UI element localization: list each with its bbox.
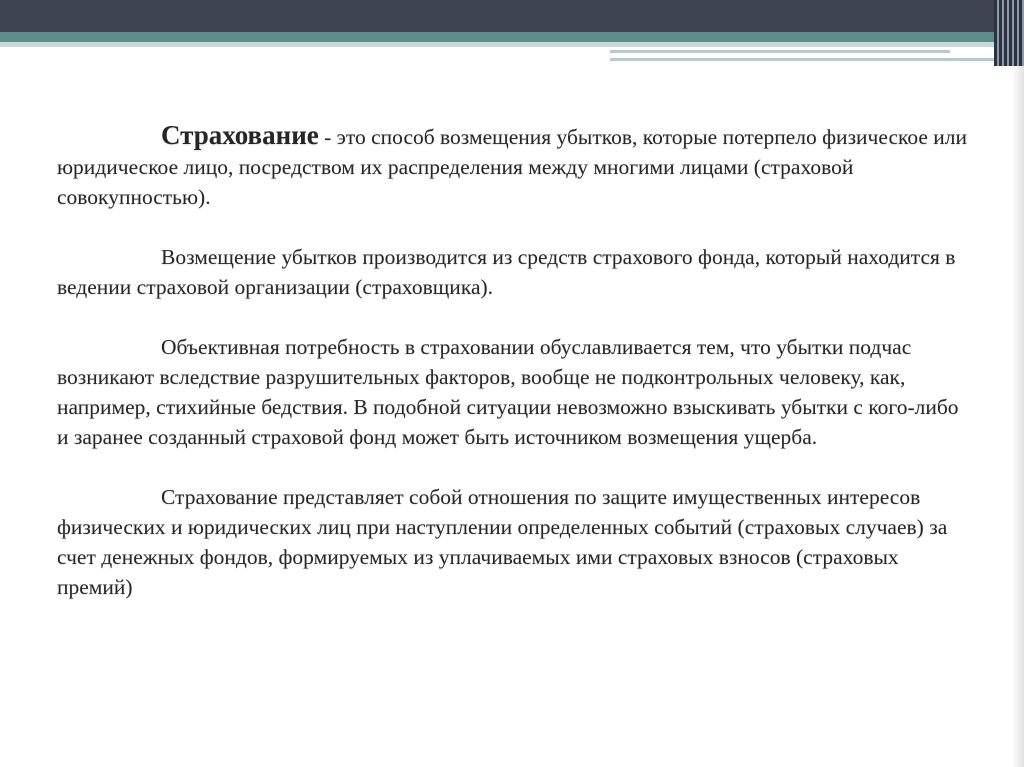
header-accent-band <box>0 32 1024 42</box>
header-stripes <box>994 0 1024 66</box>
header-light-band <box>0 42 1024 47</box>
header-line <box>610 58 1010 61</box>
paragraph-relations: Страхование представляет собой отношения по защите имущественных интересов физических и юридических лиц при наступлении определенных событий (страховых случаев) за счет денежных фондов, формируемых из уплачиваемых ими страховых взносов (страховых премий) <box>57 485 948 599</box>
paragraph-definition <box>57 120 972 212</box>
slide-body <box>57 120 972 602</box>
definition-text: - это способ возмещения убытков, которые потерпело физическое или юридическое лицо, посредством их распределения между многими лицами (страховой совокупностью). <box>57 125 968 209</box>
right-edge-shadow <box>1012 66 1024 767</box>
header-line <box>610 50 950 53</box>
paragraph-compensation: Возмещение убытков производится из средств страхового фонда, который находится в ведении страховой организации (страховщика). <box>57 245 956 299</box>
header-bar <box>0 0 1024 32</box>
paragraph-necessity: Объективная потребность в страховании обуславливается тем, что убытки подчас возникают вследствие разрушительных факторов, вообще не подконтрольных человеку, как, например, стихийные бедствия. В подобной ситуации невозможно взыскивать убытки с кого-либо и заранее созданный страховой фонд может быть источником возмещения ущерба. <box>57 335 959 449</box>
term-heading: Страхование <box>161 120 319 150</box>
